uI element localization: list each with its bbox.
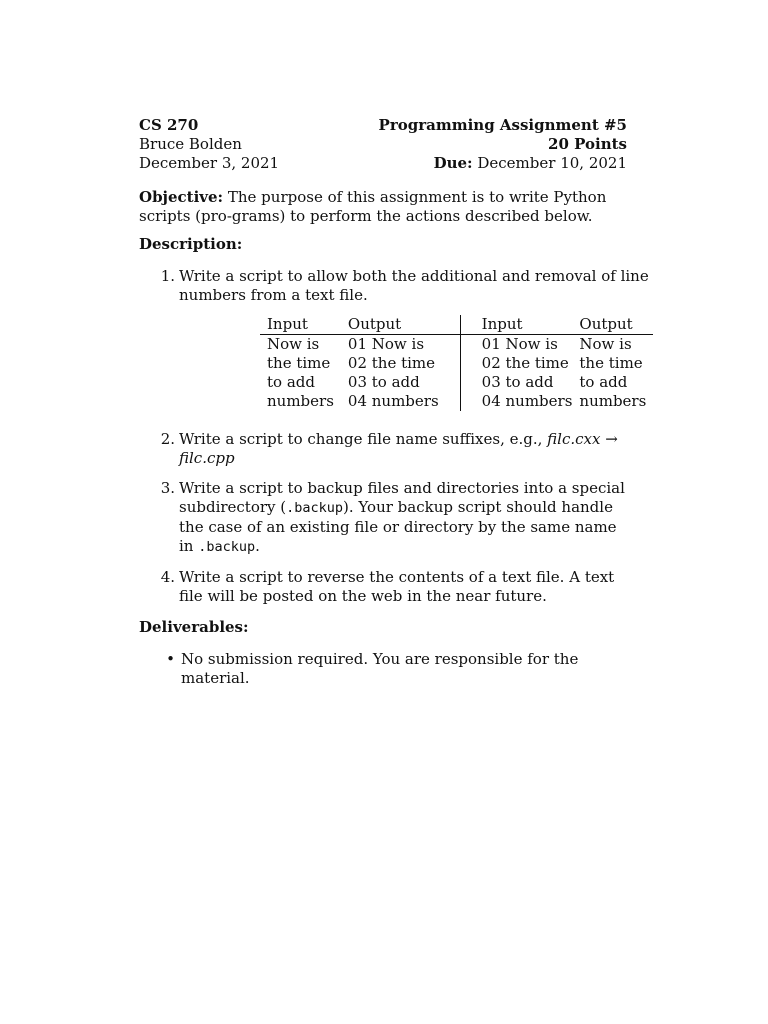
table-header-cell: Input <box>460 315 572 335</box>
list-item <box>139 650 627 688</box>
table-cell: the time <box>267 354 331 372</box>
table-cell: to add <box>267 373 315 391</box>
table-row <box>260 373 653 392</box>
item-text-part: . <box>255 537 260 555</box>
description-heading: Description: <box>139 235 243 253</box>
backup-dir-code: .backup <box>286 500 344 516</box>
item-text <box>175 479 627 557</box>
list-item <box>139 568 627 606</box>
issue-date: December 3, 2021 <box>139 154 280 172</box>
due-label: Due: <box>433 154 473 172</box>
table-cell: 02 the time <box>460 354 572 373</box>
table-cell: 02 the time <box>347 354 436 372</box>
item-text <box>175 430 627 468</box>
due-date: December 10, 2021 <box>477 154 627 172</box>
item-text: No submission required. You are responsible for the material. <box>181 650 579 687</box>
item-number: 3. <box>160 479 175 497</box>
source-filename: filc.cxx <box>547 430 601 448</box>
deliverables-heading: Deliverables: <box>139 618 249 636</box>
table-cell: to add <box>579 373 628 391</box>
item-number: 1. <box>160 267 175 285</box>
table-cell: Now is <box>267 335 320 353</box>
table-cell: numbers <box>267 392 334 410</box>
list-item <box>139 430 627 468</box>
deliverables-list <box>139 650 627 688</box>
table-header-row <box>260 315 653 335</box>
line-number-example-table <box>260 315 653 411</box>
item-text: Write a script to reverse the contents of a text file. A text file will be posted on the web in the near future. <box>179 568 615 605</box>
table-header-cell: Input <box>260 315 341 335</box>
table-cell: 03 to add <box>460 373 572 392</box>
header-row-1 <box>139 116 627 135</box>
item-text-part: Write a script to backup files and directories into a special subdirectory ( <box>179 479 625 516</box>
item-number: 4. <box>160 568 175 586</box>
due-line <box>434 154 627 173</box>
table-cell: 03 to add <box>347 373 420 391</box>
item-text: Write a script to allow both the additional and removal of line numbers from a text file. <box>179 267 649 304</box>
objective-paragraph <box>139 188 627 226</box>
table-header-cell: Output <box>572 315 653 335</box>
table-cell: 04 numbers <box>460 392 572 411</box>
table-cell: 01 Now is <box>460 335 572 355</box>
table-cell: 01 Now is <box>347 335 425 353</box>
description-list <box>139 267 649 606</box>
header-row-3 <box>139 154 627 173</box>
table-header-cell: Output <box>341 315 460 335</box>
bullet-icon: • <box>166 650 175 668</box>
course-code: CS 270 <box>139 116 199 134</box>
table-row <box>260 392 653 411</box>
item-text-part: ). Your backup script should handle the case of an existing file or directory by the same name in <box>179 498 617 555</box>
list-item <box>139 479 627 557</box>
list-item <box>139 267 649 419</box>
table-cell: numbers <box>579 392 647 410</box>
table-cell: Now is <box>579 335 632 353</box>
table-cell: 04 numbers <box>347 392 439 410</box>
item-number: 2. <box>160 430 175 448</box>
objective-text: The purpose of this assignment is to write Python scripts (pro-grams) to perform the actions described below. <box>139 188 607 225</box>
table-row <box>260 335 653 355</box>
objective-label: Objective: <box>139 188 224 206</box>
points-value: 20 Points <box>548 135 627 153</box>
target-filename: filc.cpp <box>179 449 235 467</box>
author-name: Bruce Bolden <box>139 135 242 153</box>
backup-dir-code: .backup <box>198 539 256 555</box>
right-arrow-icon: → <box>605 430 618 448</box>
table-row <box>260 354 653 373</box>
table-cell: the time <box>579 354 643 372</box>
item-text-lead: Write a script to change file name suffixes, e.g., <box>179 430 548 448</box>
assignment-title: Programming Assignment #5 <box>378 116 627 134</box>
header-row-2 <box>139 135 627 154</box>
assignment-page <box>139 116 649 688</box>
